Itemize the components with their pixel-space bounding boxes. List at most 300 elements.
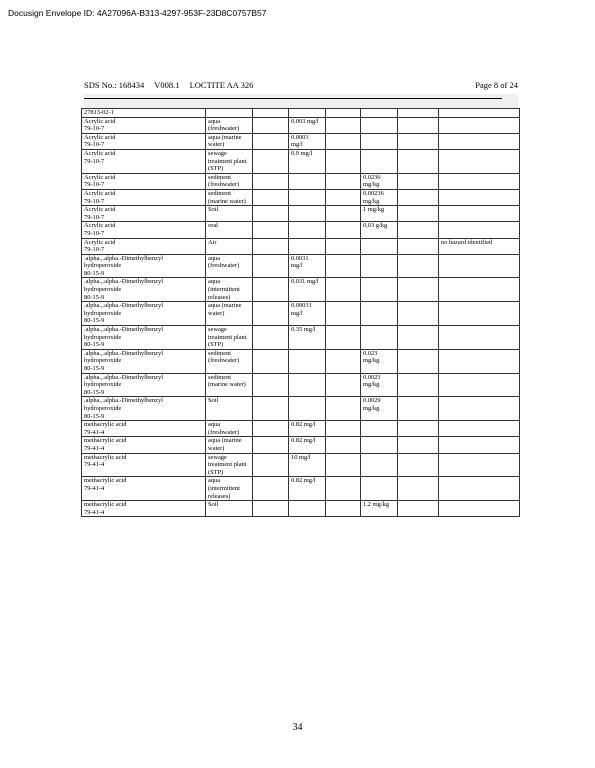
column-7-cell [398, 117, 439, 133]
remarks-cell [439, 477, 520, 501]
cell-line: no hazard identified [441, 238, 493, 246]
cell-line: aqua (marine [208, 133, 242, 141]
column-3-cell [253, 222, 289, 238]
cell-line: 0.35 mg/l [291, 326, 316, 334]
remarks-cell [439, 254, 520, 278]
substance-cell [82, 421, 206, 437]
column-7-cell [398, 278, 439, 302]
cell-line: 80-15-9 [84, 317, 105, 325]
column-7-cell [398, 133, 439, 149]
value-mgkg-cell [361, 149, 398, 173]
compartment-cell [206, 477, 253, 501]
column-5-cell [326, 437, 361, 453]
cell-line: 0.003 mg/l [291, 117, 319, 125]
value-cell [289, 189, 326, 205]
column-7-cell [398, 109, 439, 118]
compartment-cell [206, 437, 253, 453]
column-5-cell [326, 238, 361, 254]
cell-line: 79-10-7 [84, 181, 105, 189]
value-cell [289, 349, 326, 373]
cell-line: 1 mg/kg [363, 206, 385, 214]
column-3-cell [253, 373, 289, 397]
page-of-total: Page 8 of 24 [475, 80, 518, 90]
cell-line: 1.2 mg/kg [363, 501, 389, 509]
cell-line: 80-15-9 [84, 341, 105, 349]
cell-line: mg/l [291, 141, 303, 149]
column-3-cell [253, 149, 289, 173]
table-row [82, 133, 520, 149]
table-row [82, 302, 520, 326]
cell-line: aqua (marine [208, 302, 242, 310]
cell-line: treatment plant [208, 461, 247, 469]
value-cell [289, 477, 326, 501]
column-7-cell [398, 149, 439, 173]
value-mgkg-cell [361, 349, 398, 373]
value-mgkg-cell [361, 437, 398, 453]
value-mgkg-cell [361, 117, 398, 133]
cell-line: 80-15-9 [84, 365, 105, 372]
cell-line: 0,03 g/kg [363, 222, 388, 230]
table-row [82, 453, 520, 477]
column-3-cell [253, 238, 289, 254]
product-name: LOCTITE AA 326 [189, 80, 254, 90]
substance-cell [82, 278, 206, 302]
remarks-cell [439, 453, 520, 477]
column-5-cell [326, 302, 361, 326]
column-3-cell [253, 501, 289, 517]
column-3-cell [253, 453, 289, 477]
column-3-cell [253, 477, 289, 501]
value-cell [289, 326, 326, 350]
cell-line: mg/kg [363, 181, 380, 189]
cell-line: 79-41-4 [84, 484, 105, 492]
value-cell [289, 254, 326, 278]
column-5-cell [326, 501, 361, 517]
table-row [82, 173, 520, 189]
compartment-cell [206, 421, 253, 437]
column-3-cell [253, 278, 289, 302]
substance-cell [82, 501, 206, 517]
cell-line: 0.0236 [363, 173, 381, 181]
cell-line: Soil [208, 206, 219, 214]
substance-cell [82, 117, 206, 133]
substance-cell [82, 133, 206, 149]
column-3-cell [253, 302, 289, 326]
column-5-cell [326, 109, 361, 118]
remarks-cell [439, 349, 520, 373]
value-mgkg-cell [361, 206, 398, 222]
cell-line: Acrylic acid [84, 206, 116, 214]
value-mgkg-cell [361, 189, 398, 205]
remarks-cell [439, 501, 520, 517]
column-3-cell [253, 421, 289, 437]
cell-line: (freshwater) [208, 428, 240, 436]
remarks-cell [439, 373, 520, 397]
header-rule [84, 98, 502, 99]
value-mgkg-cell [361, 109, 398, 118]
table-row [82, 149, 520, 173]
cell-line: 0.0003 [291, 133, 309, 141]
cell-line: methacrylic acid [84, 477, 127, 485]
column-7-cell [398, 173, 439, 189]
value-mgkg-cell [361, 254, 398, 278]
cell-line: 79-10-7 [84, 157, 105, 165]
value-mgkg-cell [361, 238, 398, 254]
remarks-cell [439, 222, 520, 238]
substance-cell [82, 206, 206, 222]
value-mgkg-cell [361, 501, 398, 517]
cell-line: Acrylic acid [84, 133, 116, 141]
cell-line: 80-15-9 [84, 269, 105, 277]
compartment-cell [206, 501, 253, 517]
substance-cell [82, 238, 206, 254]
cell-line: hydroperoxide [84, 262, 122, 270]
table-row [82, 397, 520, 421]
cell-line: 79-10-7 [84, 141, 105, 149]
column-7-cell [398, 397, 439, 421]
remarks-cell [439, 109, 520, 118]
column-5-cell [326, 373, 361, 397]
table-row [82, 421, 520, 437]
value-cell [289, 397, 326, 421]
cell-line: mg/kg [363, 381, 380, 389]
docusign-envelope-id: Docusign Envelope ID: 4A27096A-B313-4297-953F-23D8C0757B57 [8, 8, 267, 18]
column-7-cell [398, 189, 439, 205]
cell-line: .alpha.,.alpha.-Dimethylbenzyl [84, 254, 163, 262]
value-cell [289, 109, 326, 118]
cell-line: sediment [208, 349, 232, 357]
remarks-cell [439, 117, 520, 133]
remarks-cell [439, 206, 520, 222]
cell-line: (STP) [208, 165, 224, 173]
column-3-cell [253, 109, 289, 118]
cell-line: 79-10-7 [84, 229, 105, 237]
cell-line: hydroperoxide [84, 404, 122, 412]
substance-cell [82, 349, 206, 373]
substance-cell [82, 222, 206, 238]
column-5-cell [326, 133, 361, 149]
cell-line: mg/l [291, 309, 303, 317]
value-mgkg-cell [361, 326, 398, 350]
cell-line: mg/kg [363, 404, 380, 412]
column-5-cell [326, 149, 361, 173]
cell-line: (intermittent [208, 484, 240, 492]
sds-number: SDS No.: 168434 [84, 80, 145, 90]
table-row [82, 222, 520, 238]
substance-cell [82, 477, 206, 501]
cell-line: (marine water) [208, 381, 246, 389]
cell-line: (intermittent [208, 286, 240, 294]
substance-cell [82, 254, 206, 278]
cell-line: 0.00236 [363, 189, 384, 197]
cell-line: .alpha.,.alpha.-Dimethylbenzyl [84, 326, 163, 334]
cell-line: releases) [208, 492, 231, 500]
value-cell [289, 453, 326, 477]
cell-line: oral [208, 222, 218, 230]
compartment-cell [206, 189, 253, 205]
column-5-cell [326, 477, 361, 501]
column-7-cell [398, 453, 439, 477]
table-row [82, 206, 520, 222]
cell-line: 80-15-9 [84, 293, 105, 301]
cell-line: (marine water) [208, 197, 246, 205]
cell-line: Acrylic acid [84, 222, 116, 230]
column-3-cell [253, 254, 289, 278]
cell-line: hydroperoxide [84, 357, 122, 365]
table-row [82, 117, 520, 133]
substance-cell [82, 302, 206, 326]
cell-line: 79-41-4 [84, 428, 105, 436]
compartment-cell [206, 326, 253, 350]
compartment-cell [206, 117, 253, 133]
column-5-cell [326, 326, 361, 350]
remarks-cell [439, 397, 520, 421]
cell-line: .alpha.,.alpha.-Dimethylbenzyl [84, 349, 163, 357]
cell-line: aqua [208, 117, 221, 125]
value-mgkg-cell [361, 222, 398, 238]
cell-line: methacrylic acid [84, 421, 127, 429]
compartment-cell [206, 149, 253, 173]
remarks-cell [439, 149, 520, 173]
substance-cell [82, 326, 206, 350]
cell-line: 0.0029 [363, 397, 381, 405]
value-cell [289, 421, 326, 437]
cell-line: (STP) [208, 341, 224, 349]
table-row [82, 326, 520, 350]
compartment-cell [206, 206, 253, 222]
value-mgkg-cell [361, 133, 398, 149]
cell-line: 79-41-4 [84, 461, 105, 469]
cell-line: Acrylic acid [84, 189, 116, 197]
cell-line: Soil [208, 501, 219, 509]
column-7-cell [398, 302, 439, 326]
cell-line: (freshwater) [208, 125, 240, 133]
value-cell [289, 173, 326, 189]
cell-line: 79-10-7 [84, 125, 105, 133]
substance-cell [82, 453, 206, 477]
cell-line: 0.023 [363, 349, 378, 357]
substance-cell [82, 173, 206, 189]
column-7-cell [398, 437, 439, 453]
value-cell [289, 133, 326, 149]
cell-line: sediment [208, 173, 232, 181]
cell-line: water) [208, 444, 225, 452]
remarks-cell [439, 173, 520, 189]
cell-line: aqua [208, 477, 221, 485]
substance-cell [82, 373, 206, 397]
cell-line: mg/kg [363, 357, 380, 365]
value-cell [289, 278, 326, 302]
table-row [82, 238, 520, 254]
cell-line: 79-41-4 [84, 444, 105, 452]
table-row [82, 109, 520, 118]
remarks-cell [439, 421, 520, 437]
value-mgkg-cell [361, 397, 398, 421]
cell-line: methacrylic acid [84, 501, 127, 509]
cell-line: mg/kg [363, 197, 380, 205]
cell-line: sewage [208, 149, 227, 157]
column-7-cell [398, 501, 439, 517]
column-7-cell [398, 373, 439, 397]
cell-line: .alpha.,.alpha.-Dimethylbenzyl [84, 302, 163, 310]
compartment-cell [206, 373, 253, 397]
compartment-cell [206, 254, 253, 278]
value-cell [289, 501, 326, 517]
compartment-cell [206, 349, 253, 373]
page-header [84, 80, 518, 90]
compartment-cell [206, 173, 253, 189]
cell-line: (STP) [208, 468, 224, 476]
cell-line: water) [208, 141, 225, 149]
value-mgkg-cell [361, 173, 398, 189]
compartment-cell [206, 278, 253, 302]
value-cell [289, 222, 326, 238]
substance-cell [82, 109, 206, 118]
value-cell [289, 373, 326, 397]
cell-line: 0.82 mg/l [291, 477, 316, 485]
header-left [84, 80, 261, 90]
header-band [84, 94, 518, 108]
column-7-cell [398, 222, 439, 238]
value-cell [289, 206, 326, 222]
value-mgkg-cell [361, 302, 398, 326]
column-5-cell [326, 397, 361, 421]
cell-line: .alpha.,.alpha.-Dimethylbenzyl [84, 397, 163, 405]
substance-cell [82, 149, 206, 173]
cell-line: hydroperoxide [84, 381, 122, 389]
cell-line: Acrylic acid [84, 149, 116, 157]
column-7-cell [398, 477, 439, 501]
column-3-cell [253, 397, 289, 421]
column-5-cell [326, 222, 361, 238]
cell-line: 80-15-9 [84, 388, 105, 396]
column-3-cell [253, 326, 289, 350]
pnec-table [81, 108, 520, 517]
cell-line: Acrylic acid [84, 173, 116, 181]
table-row [82, 477, 520, 501]
column-7-cell [398, 326, 439, 350]
table-row [82, 501, 520, 517]
table-row [82, 349, 520, 373]
cell-line: 0.9 mg/l [291, 149, 313, 157]
column-5-cell [326, 453, 361, 477]
remarks-cell [439, 189, 520, 205]
column-5-cell [326, 117, 361, 133]
column-3-cell [253, 437, 289, 453]
column-5-cell [326, 173, 361, 189]
cell-line: sediment [208, 189, 232, 197]
remarks-cell [439, 326, 520, 350]
column-7-cell [398, 206, 439, 222]
substance-cell [82, 437, 206, 453]
cell-line: (freshwater) [208, 357, 240, 365]
substance-cell [82, 189, 206, 205]
value-mgkg-cell [361, 477, 398, 501]
cell-line: (freshwater) [208, 262, 240, 270]
cell-line: Soil [208, 397, 219, 405]
table-row [82, 373, 520, 397]
cell-line: sewage [208, 453, 227, 461]
compartment-cell [206, 109, 253, 118]
cell-line: treatment plant [208, 333, 247, 341]
column-7-cell [398, 421, 439, 437]
value-mgkg-cell [361, 453, 398, 477]
table-row [82, 437, 520, 453]
cell-line: .alpha.,.alpha.-Dimethylbenzyl [84, 373, 163, 381]
value-cell [289, 117, 326, 133]
cell-line: 0.0031 [291, 254, 309, 262]
value-mgkg-cell [361, 421, 398, 437]
remarks-cell [439, 302, 520, 326]
cell-line: 79-41-4 [84, 508, 105, 516]
table-row [82, 278, 520, 302]
cell-line: 79-10-7 [84, 246, 105, 254]
cell-line: mg/l [291, 262, 303, 270]
value-cell [289, 238, 326, 254]
cell-line: 27813-02-1 [84, 109, 114, 116]
value-cell [289, 302, 326, 326]
cell-line: Air [208, 238, 217, 246]
column-3-cell [253, 173, 289, 189]
cell-line: methacrylic acid [84, 437, 127, 445]
page-number: 34 [292, 722, 303, 733]
cell-line: aqua [208, 278, 221, 286]
cell-line: 0.031 mg/l [291, 278, 319, 286]
compartment-cell [206, 302, 253, 326]
cell-line: Acrylic acid [84, 117, 116, 125]
cell-line: 79-10-7 [84, 197, 105, 205]
cell-line: aqua [208, 421, 221, 429]
cell-line: hydroperoxide [84, 333, 122, 341]
cell-line: aqua (marine [208, 437, 242, 445]
compartment-cell [206, 238, 253, 254]
compartment-cell [206, 453, 253, 477]
cell-line: water) [208, 309, 225, 317]
cell-line: 0.82 mg/l [291, 437, 316, 445]
cell-line: treatment plant [208, 157, 247, 165]
column-7-cell [398, 238, 439, 254]
cell-line: sewage [208, 326, 227, 334]
remarks-cell [439, 437, 520, 453]
column-3-cell [253, 206, 289, 222]
column-5-cell [326, 189, 361, 205]
cell-line: sediment [208, 373, 232, 381]
column-7-cell [398, 254, 439, 278]
cell-line: .alpha.,.alpha.-Dimethylbenzyl [84, 278, 163, 286]
cell-line: 79-10-7 [84, 213, 105, 221]
column-5-cell [326, 349, 361, 373]
value-cell [289, 437, 326, 453]
remarks-cell [439, 238, 520, 254]
cell-line: hydroperoxide [84, 309, 122, 317]
cell-line: methacrylic acid [84, 453, 127, 461]
remarks-cell [439, 133, 520, 149]
table-row [82, 189, 520, 205]
column-5-cell [326, 278, 361, 302]
compartment-cell [206, 133, 253, 149]
cell-line: releases) [208, 293, 231, 301]
column-3-cell [253, 189, 289, 205]
cell-line: 10 mg/l [291, 453, 311, 461]
cell-line: 0.00031 [291, 302, 312, 310]
column-5-cell [326, 421, 361, 437]
substance-cell [82, 397, 206, 421]
sds-version: V008.1 [154, 80, 180, 90]
value-cell [289, 149, 326, 173]
cell-line: 80-15-9 [84, 412, 105, 420]
column-3-cell [253, 117, 289, 133]
table-body [82, 109, 520, 517]
